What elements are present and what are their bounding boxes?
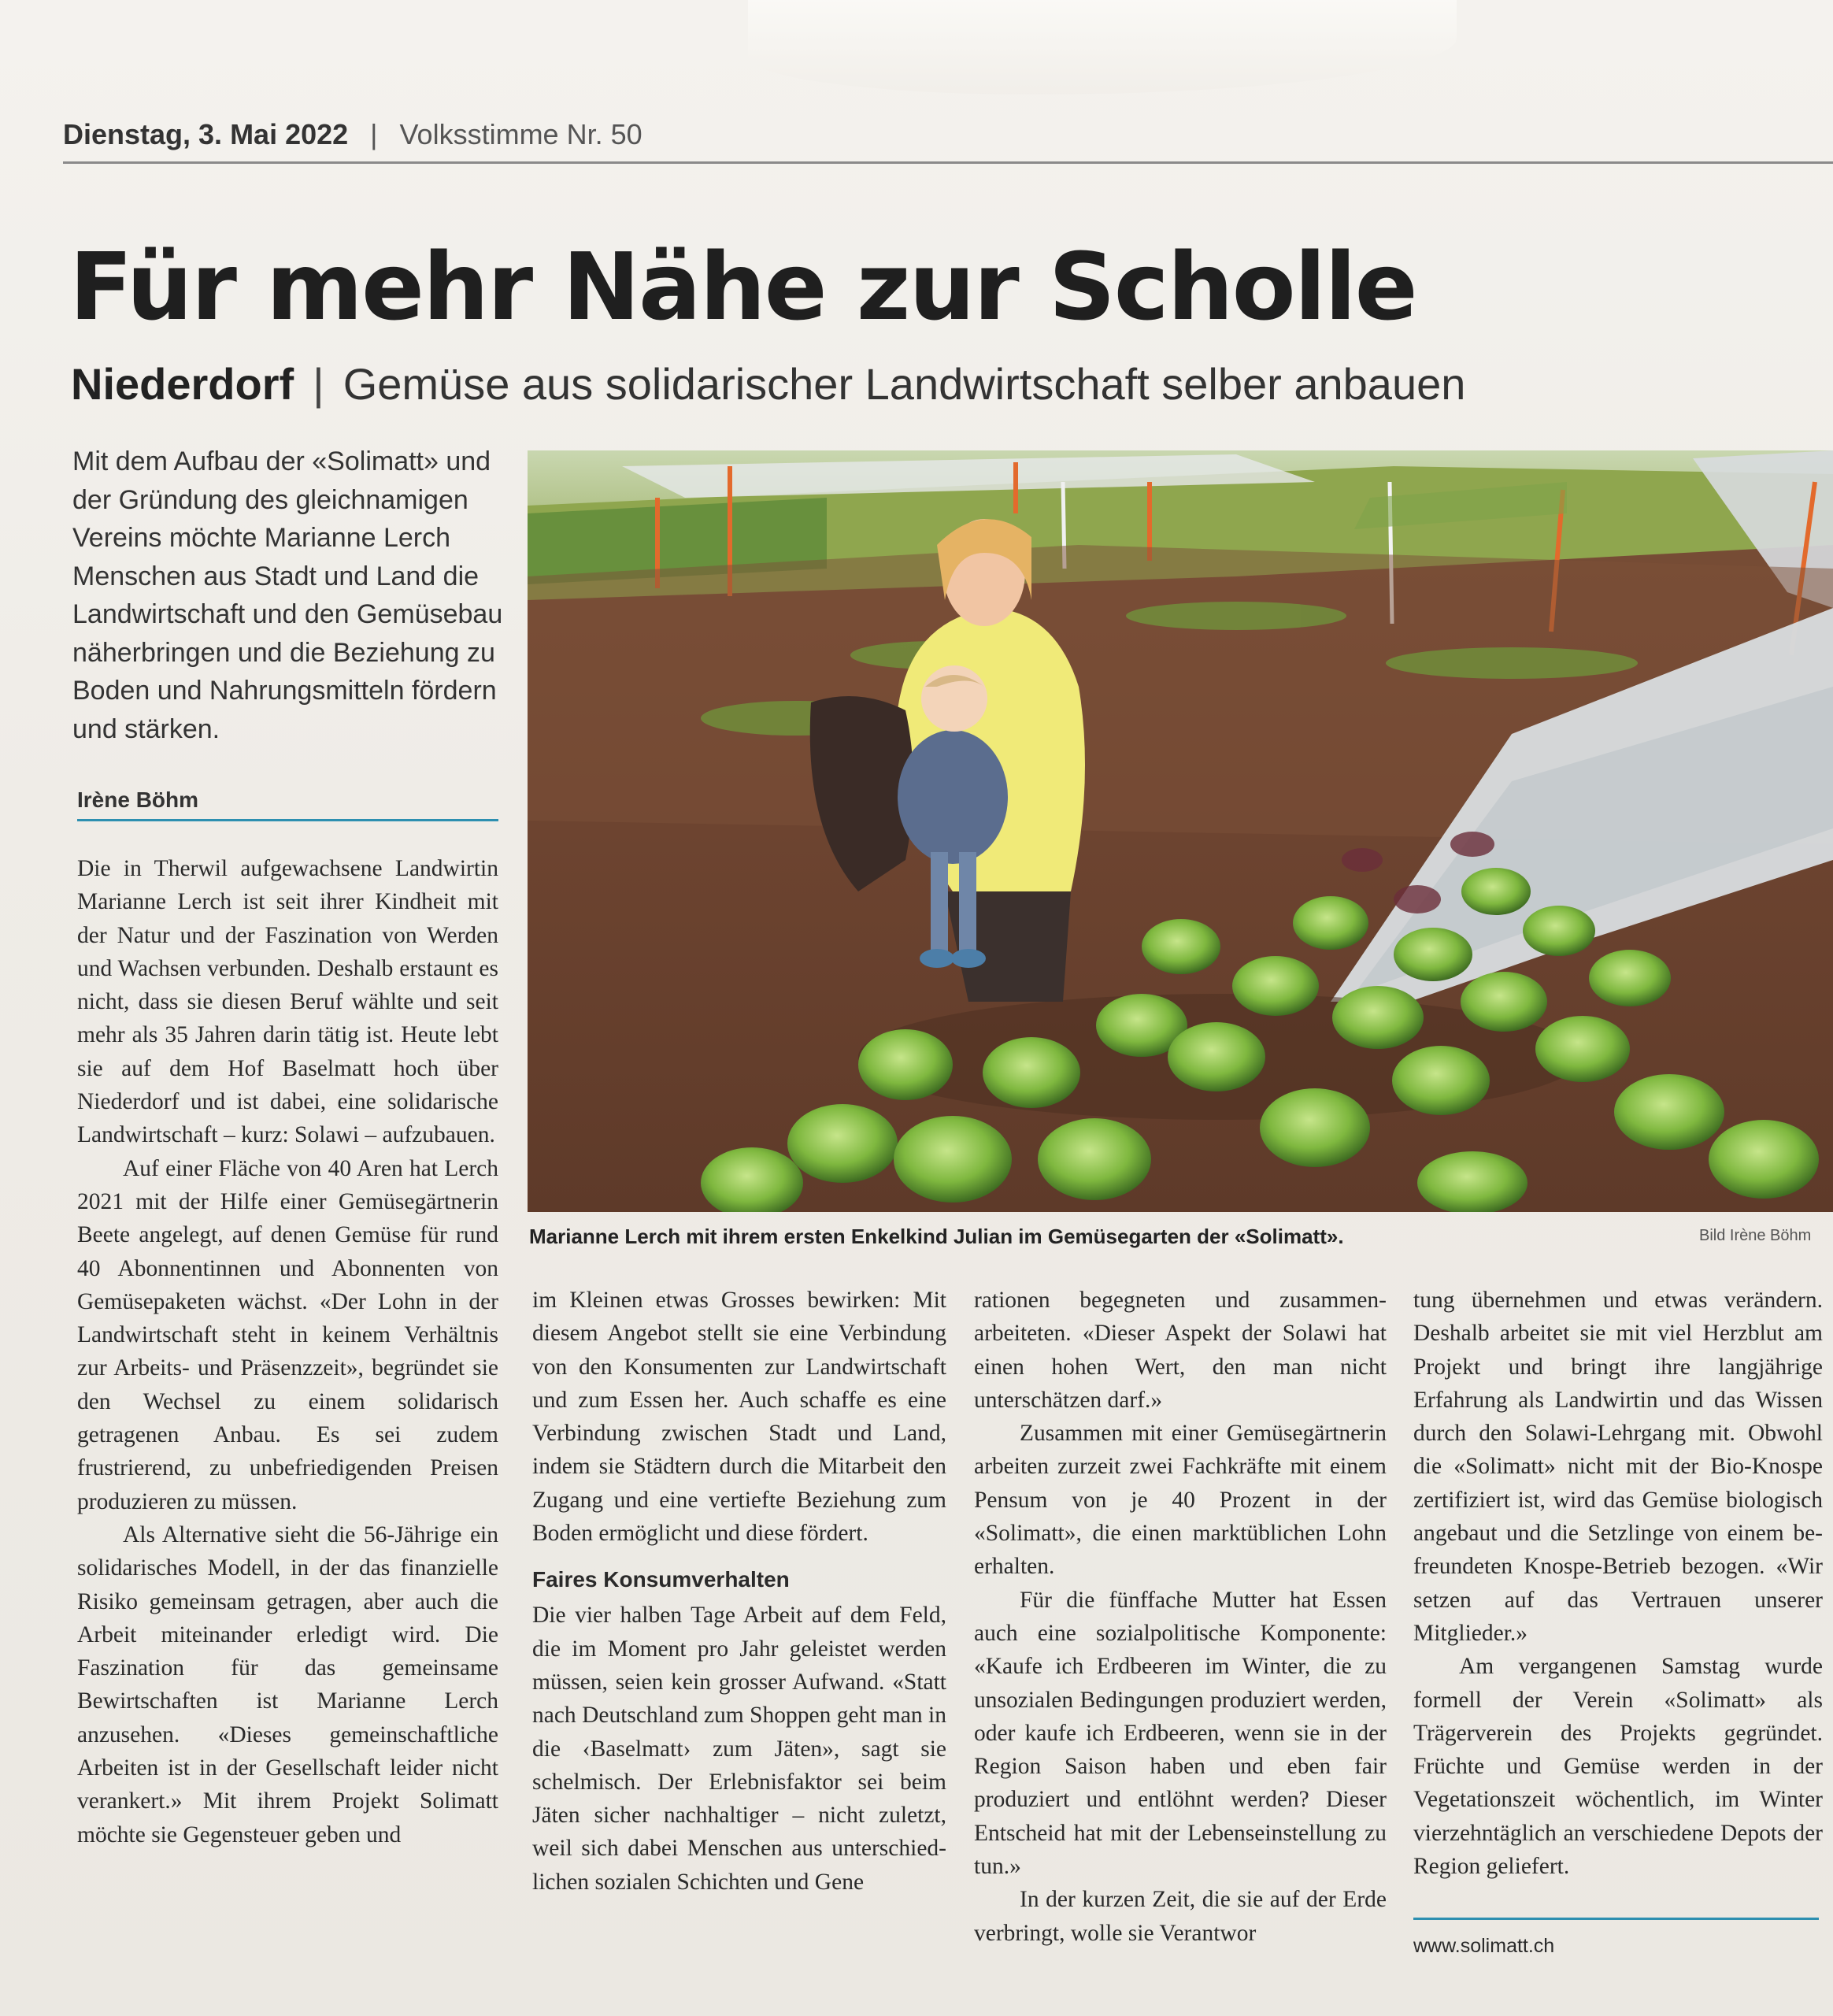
subhead-text: Gemüse aus solidarischer Landwirtschaft selber anbauen [343,359,1466,409]
lead-paragraph: Mit dem Aufbau der «Solimatt» und der Gründung des gleichnamigen Vereins möchte Marianne Lerch Menschen aus Stadt und Land die Landwirtschaft und den Gemüsebau näherbringen und die Beziehung zu Boden und Nahrungsmitteln fördern und stärken. [72,447,503,744]
body-paragraph-5: Die vier halben Tage Arbeit auf dem Feld, die im Moment pro Jahr geleistet werden müssen, seien kein grosser Aufwand. «Statt nach Deutschland zum Shoppen geht man in die ‹Baselmatt› zum Jäten», sagt sie schelmisch. Der Erlebnisfaktor sei beim Jäten sicher nachhaltiger – nicht zuletzt, weil sich dabei Menschen aus unterschiedlichen sozialen Schichten und Gene [532,1603,946,1895]
body-paragraph-11: Am vergangenen Samstag wurde formell der Verein «Solimatt» als Trägerverein des Projekts gegründet. Früchte und Gemüse werden in der Vegetationszeit wöchentlich, im Winter vierzehntäglich an verschiedene Depots der Region geliefert. [1413,1654,1823,1880]
byline-rule [77,819,498,821]
body-paragraph-1: Die in Therwil aufgewachsene Landwirtin Marianne Lerch ist seit ihrer Kindheit mit der Natur und der Faszination von Werden und Wachsen verbunden. Deshalb erstaunt es nicht, dass sie diesen Beruf wählte und seit mehr als 35 Jahren darin tätig ist. Heute lebt sie auf dem Hof Baselmatt hoch über Niederdorf und ist dabei, eine solidarische Landwirtschaft – kurz: Solawi – aufzubauen. [77,856,498,1148]
article-column-1 [77,852,498,1851]
paper-crease [748,0,1457,94]
photo-caption: Marianne Lerch mit ihrem ersten Enkelkind Julian im Gemüsegarten der «Solimatt». [529,1225,1344,1248]
body-paragraph-6: rationen begegneten und zusammenarbeiteten. «Dieser Aspekt der Solawi hat einen hohen Wert, den man nicht unterschätzen darf.» [974,1288,1387,1413]
article-photo [528,450,1833,1212]
body-paragraph-7: Zusammen mit einer Gemüsegärtnerin arbeiten zurzeit zwei Fachkräfte mit einem Pensum von je 40 Prozent in der «Solimatt», die einen marktüblichen Lohn erhalten. [974,1421,1387,1580]
author-byline: Irène Böhm [77,788,199,812]
website-url: www.solimatt.ch [1413,1935,1555,1958]
dateline-place: Niederdorf [71,359,294,409]
subhead [71,358,1465,410]
section-heading: Faires Konsumverhalten [532,1567,790,1592]
url-rule [1413,1918,1819,1920]
body-paragraph-4: im Kleinen etwas Grosses bewirken: Mit diesem Angebot stellt sie eine Verbindung von den Konsumenten zur Landwirtschaft und zum Essen her. Auch schaffe es eine Verbindung zwischen Stadt und Land, indem sie Städtern durch die Mitarbeit den Zugang und eine vertiefte Beziehung zum Boden ermöglicht und diese fördert. [532,1288,946,1547]
body-paragraph-2: Auf einer Fläche von 40 Aren hat Lerch 2021 mit der Hilfe einer Gemüsegärtnerin Beete angelegt, auf denen Gemüse für rund 40 Abonnentinnen und Abonnenten von Gemüsepaketen wächst. «Der Lohn in der Landwirtschaft steht in keinem Verhältnis zur Arbeits- und Präsenzzeit», begründet sie den Wechsel zu einem solidarisch getragenen Anbau. Es sei zudem frustrierend, zu unbefriedigenden Preisen produzieren zu müssen. [77,1155,498,1514]
body-paragraph-3: Als Alternative sieht die 56-Jährige ein solidarisches Modell, in der das finanzielle Risiko gemeinsam getragen, aber auch die Arbeit miteinander erledigt wird. Die Faszination für das gemeinsame Bewirtschaften ist Marianne Lerch anzusehen. «Dieses gemeinschaftliche Arbeiten ist in der Gesellschaft leider nicht verankert.» Mit ihrem Projekt Solimatt möchte sie Gegensteuer geben und [77,1521,498,1847]
body-paragraph-10: tung übernehmen und etwas verändern. Deshalb arbeitet sie mit viel Herzblut am Projekt und bringt ihre langjährige Erfahrung als Landwirtin und das Wissen durch den Solawi-Lehrgang mit. Obwohl die «Solimatt» nicht mit der Bio-Knospe zertifiziert ist, wird das Gemüse biologisch angebaut und die Setzlinge von einem befreundeten Knospe-Betrieb bezogen. «Wir setzen auf das Vertrauen unserer Mitglieder.» [1413,1288,1823,1646]
article-column-3 [974,1284,1387,1950]
masthead-separator: | [370,118,378,150]
masthead-rule [63,161,1833,164]
article-column-2 [532,1284,946,1899]
body-paragraph-8: Für die fünffache Mutter hat Essen auch eine sozialpolitische Komponente: «Kaufe ich Erdbeeren im Winter, die zu unsozialen Bedingungen produziert werden, oder kaufe ich Erdbeeren, wenn sie in der Region Saison haben und eben fair produziert und entlöhnt werden? Dieser Entscheid hat mit der Lebenseinstellung zu tun.» [974,1587,1387,1880]
article-column-4 [1413,1284,1823,1963]
subhead-separator: | [313,359,324,409]
issue-date: Dienstag, 3. Mai 2022 [63,118,349,150]
masthead [63,118,642,151]
garden-photo-illustration [528,450,1833,1212]
issue-number: Volksstimme Nr. 50 [399,118,642,150]
headline: Für mehr Nähe zur Scholle [69,232,1416,341]
body-paragraph-9: In der kurzen Zeit, die sie auf der Erde verbringt, wolle sie Verantwor [974,1887,1387,1946]
photo-credit: Bild Irène Böhm [1699,1227,1812,1244]
